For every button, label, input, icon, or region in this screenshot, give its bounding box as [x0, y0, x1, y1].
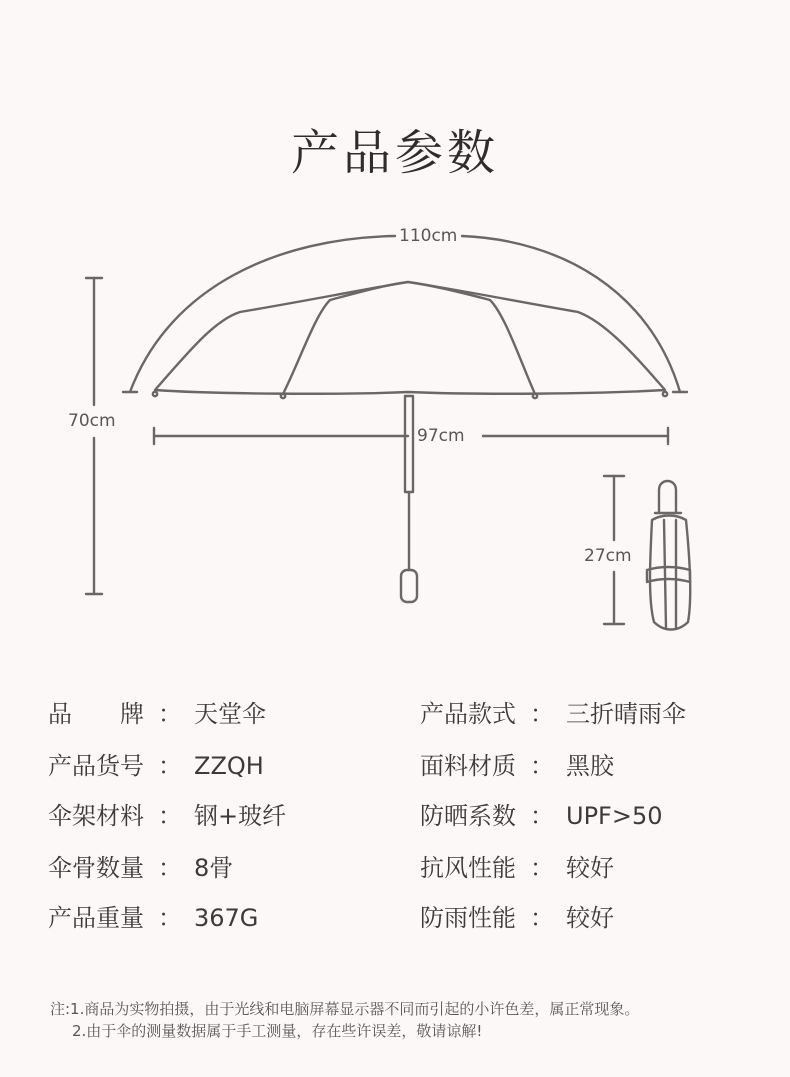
spec-value: 较好: [566, 854, 614, 882]
folded-umbrella-icon: [647, 481, 690, 630]
canopy-diameter-label: 97cm: [417, 426, 465, 446]
spec-label: 防晒系数: [420, 802, 516, 830]
spec-value: 较好: [566, 904, 614, 932]
spec-colon: ：: [530, 700, 554, 728]
spec-row: [420, 696, 760, 732]
spec-label: 防雨性能: [420, 904, 516, 932]
umbrella-canopy-icon: [155, 282, 665, 394]
spec-colon: ：: [158, 752, 182, 780]
open-height-label: 70cm: [68, 411, 116, 431]
spec-value: ZZQH: [194, 752, 264, 780]
spec-label: 产品重量: [48, 904, 144, 932]
spec-label: 面料材质: [420, 752, 516, 780]
spec-value: 钢+玻纤: [194, 802, 287, 830]
spec-label: 抗风性能: [420, 854, 516, 882]
spec-label: 伞骨数量: [48, 854, 144, 882]
spec-row: [48, 696, 368, 732]
canopy-rib-left: [283, 282, 408, 394]
spec-colon: ：: [530, 752, 554, 780]
spec-value: 367G: [194, 904, 259, 932]
umbrella-shaft-icon: [405, 396, 413, 492]
spec-row: [48, 748, 368, 784]
spec-label: 品 牌: [48, 700, 144, 728]
spec-colon: ：: [530, 802, 554, 830]
disclaimer-note-1: 注:1.商品为实物拍摄，由于光线和电脑屏幕显示器不同而引起的小许色差，属正常现象。: [50, 1000, 640, 1018]
spec-value: 8骨: [194, 854, 234, 882]
open-width-arc: [130, 236, 680, 392]
spec-row: [420, 748, 760, 784]
spec-label: 产品货号: [48, 752, 144, 780]
spec-label: 产品款式: [420, 700, 516, 728]
spec-colon: ：: [158, 802, 182, 830]
open-width-label: 110cm: [399, 226, 458, 246]
spec-row: [420, 798, 760, 834]
page-title: 产品参数: [290, 125, 499, 182]
spec-value: 三折晴雨伞: [566, 700, 686, 728]
umbrella-handle-icon: [401, 570, 417, 602]
spec-label: 伞架材料: [48, 802, 144, 830]
spec-value: UPF>50: [566, 802, 663, 830]
spec-row: [48, 900, 368, 936]
spec-colon: ：: [158, 904, 182, 932]
spec-value: 天堂伞: [194, 700, 266, 728]
canopy-rib-right: [408, 282, 535, 394]
spec-colon: ：: [530, 854, 554, 882]
spec-colon: ：: [158, 700, 182, 728]
disclaimer-note-2: 2.由于伞的测量数据属于手工测量，存在些许误差，敬请谅解!: [72, 1022, 483, 1040]
spec-value: 黑胶: [566, 752, 614, 780]
folded-length-label: 27cm: [584, 546, 632, 566]
spec-row: [48, 850, 368, 886]
spec-row: [420, 850, 760, 886]
spec-row: [48, 798, 368, 834]
spec-row: [420, 900, 760, 936]
spec-colon: ：: [158, 854, 182, 882]
spec-colon: ：: [530, 904, 554, 932]
